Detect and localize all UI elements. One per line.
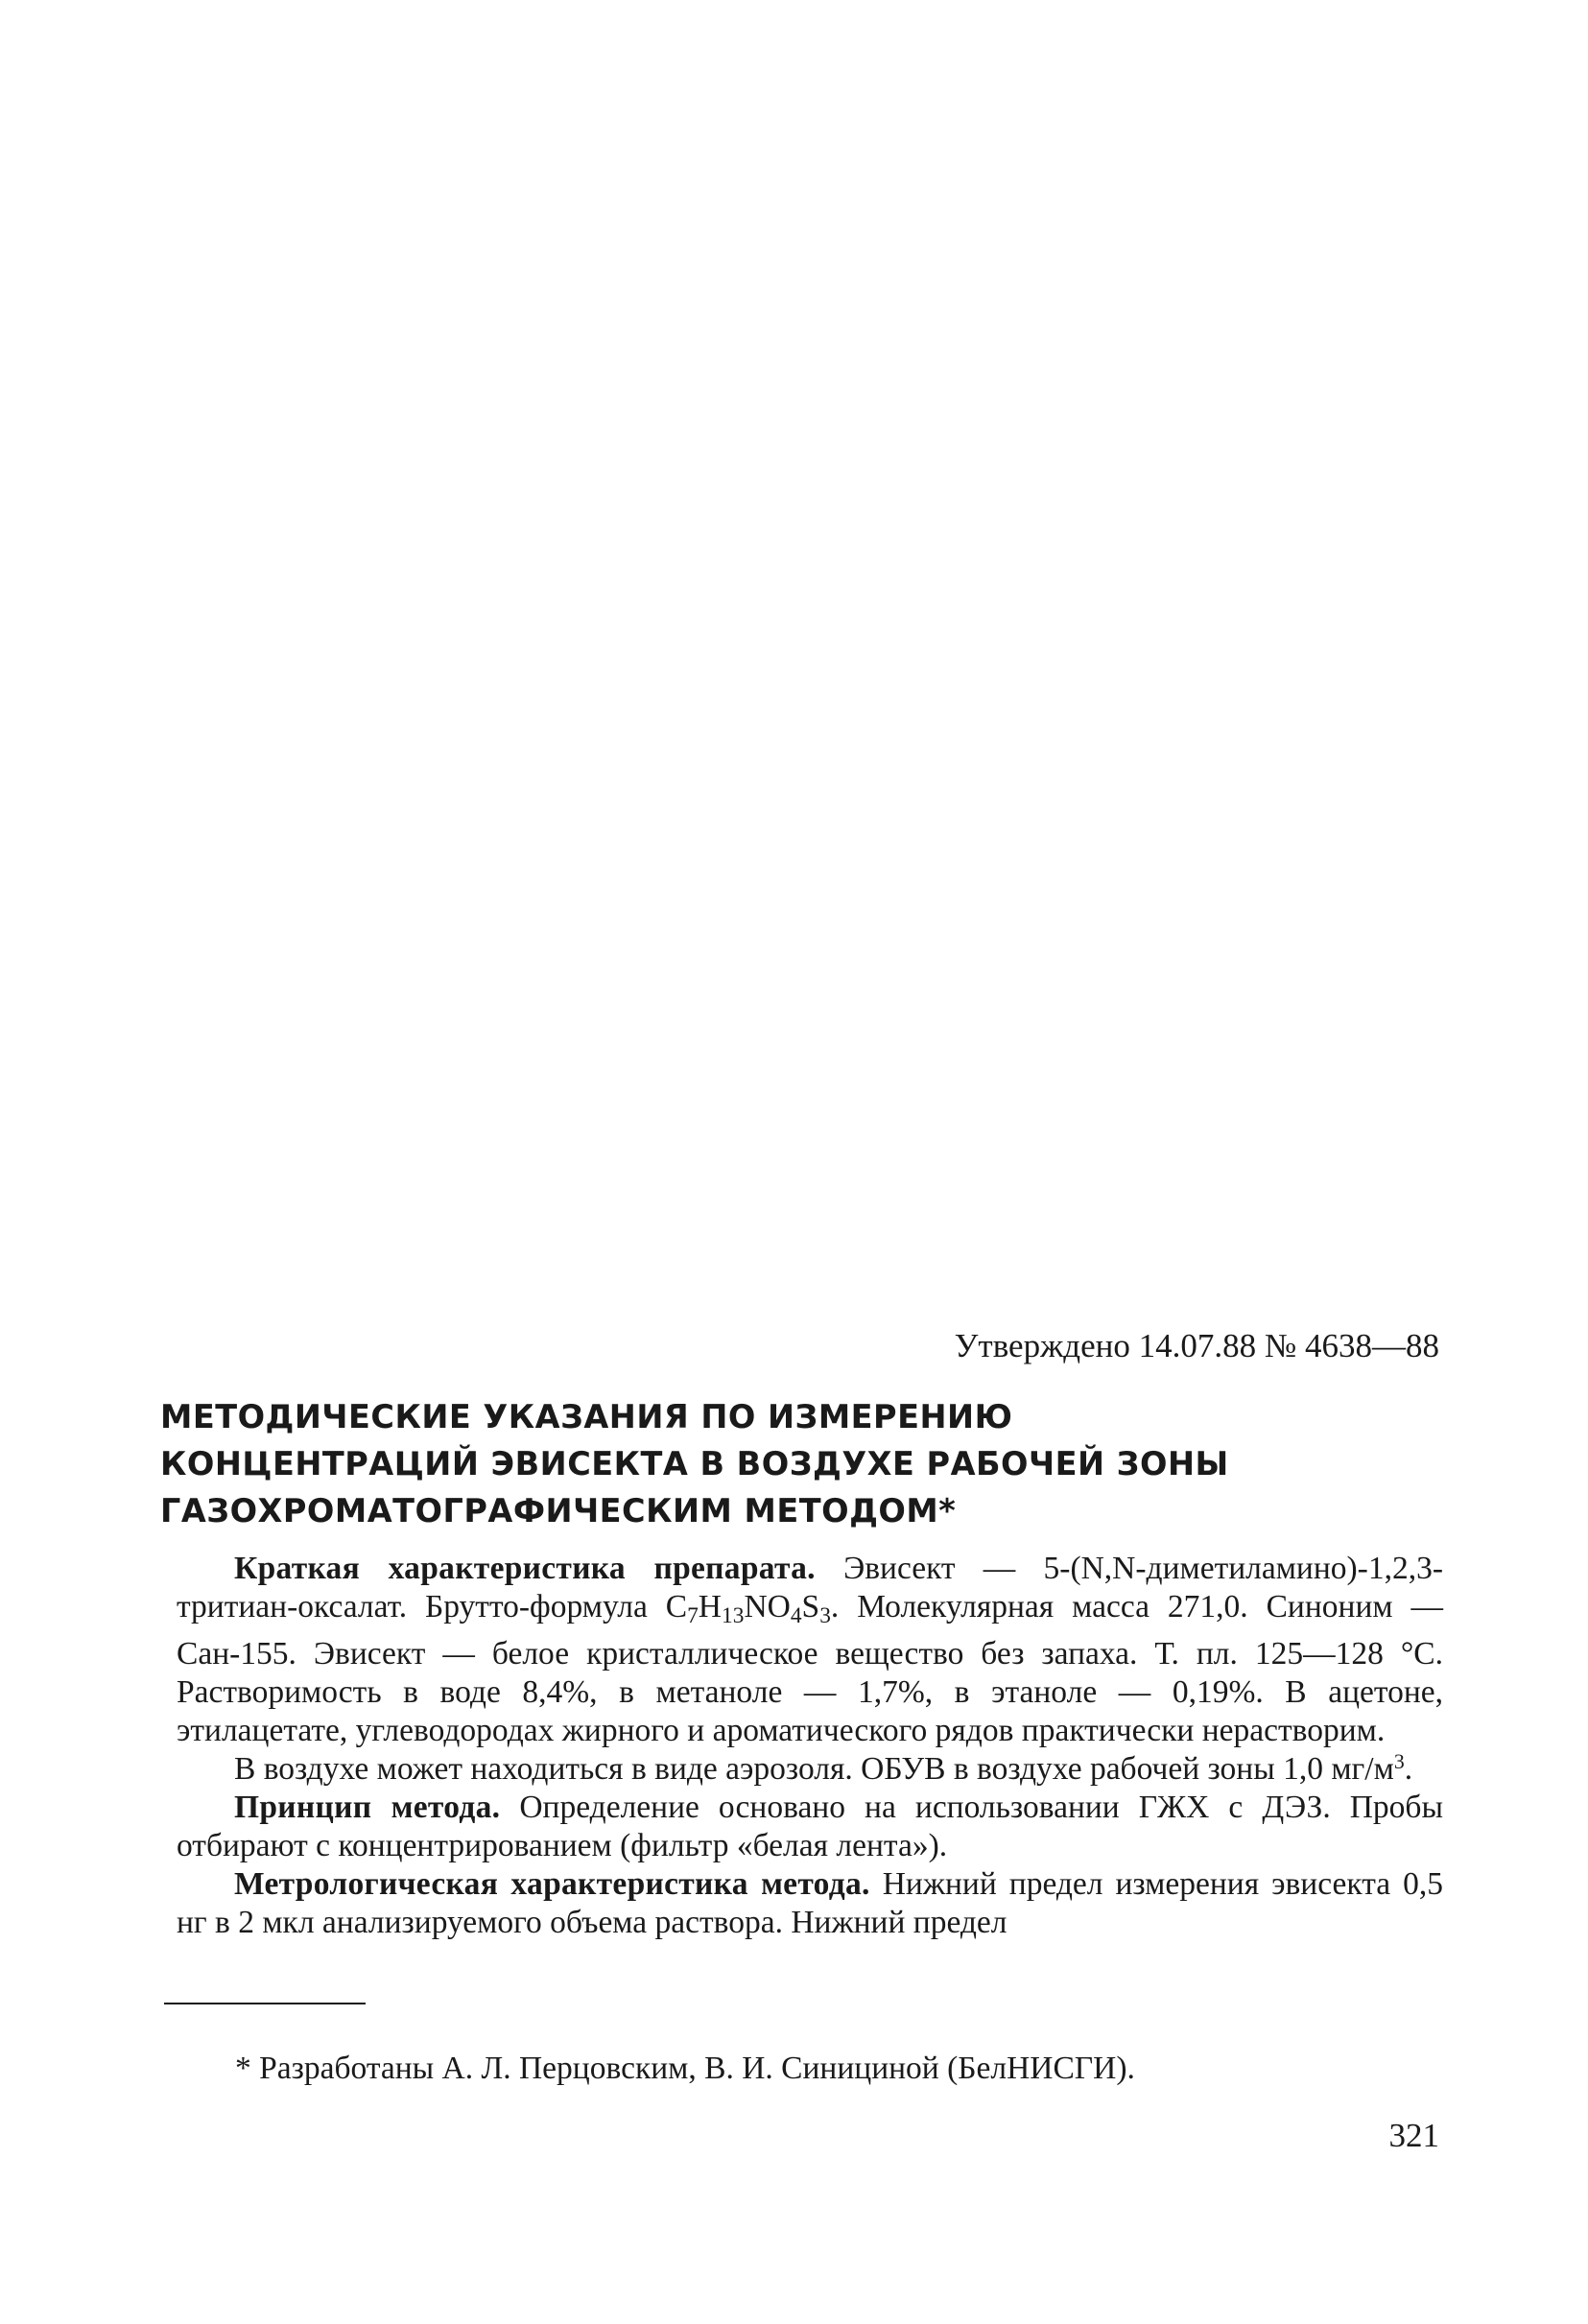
title-line-3: ГАЗОХРОМАТОГРАФИЧЕСКИМ МЕТОДОМ* [160,1492,957,1530]
body-text [177,1550,1443,1942]
paragraph-text: . [1404,1750,1413,1787]
paragraph-characteristics [177,1550,1443,1750]
paragraph-metrology [177,1865,1443,1942]
paragraph-text: Нижний предел измерения эвисекта 0,5 нг в 2 мкл анализируемого объема раствора. Нижний предел [177,1865,1443,1940]
paragraph-text: . Молекулярная масса 271,0. Синоним — Сан-155. Эвисект — белое кристаллическое вещество без запаха. Т. пл. 125—128 °С. Растворимость в воде 8,4%, в метаноле — 1,7%, в этаноле — 0,19%. В ацетоне, этилацетате, углеводородах жирного и ароматического рядов практически нерастворим. [177,1589,1443,1748]
paragraph-text: H [698,1589,722,1624]
paragraph-text: S [801,1589,820,1624]
formula-subscript: 3 [819,1602,831,1628]
paragraph-text: Эвисект — 5-(N,N-диметиламино)-1,2,3-тритиан-оксалат. Брутто-формула C [177,1551,1443,1624]
formula-subscript: 4 [790,1602,802,1628]
title-line-2: КОНЦЕНТРАЦИЙ ЭВИСЕКТА В ВОЗДУХЕ РАБОЧЕЙ ЗОНЫ [160,1445,1229,1482]
paragraph-text: В воздухе может находиться в виде аэрозоля. ОБУВ в воздухе рабочей зоны 1,0 мг/м [234,1750,1394,1787]
formula-subscript: 7 [687,1602,699,1628]
title-line-1: МЕТОДИЧЕСКИЕ УКАЗАНИЯ ПО ИЗМЕРЕНИЮ [160,1398,1013,1435]
paragraph-text: Определение основано на использовании ГЖХ с ДЭЗ. Пробы отбирают с концентрированием (фильтр «белая лента»). [177,1789,1443,1863]
footnote: * Разработаны А. Л. Перцовским, В. И. Синициной (БелНИСГИ). [235,2051,1135,2086]
approval-line: Утверждено 14.07.88 № 4638—88 [954,1327,1439,1364]
paragraph-lead: Краткая характеристика препарата. [234,1551,816,1586]
page-number: 321 [1388,2117,1439,2154]
paragraph-air [177,1750,1443,1789]
paragraph-lead: Принцип метода. [234,1789,501,1825]
unit-superscript: 3 [1393,1749,1405,1773]
paragraph-method-principle [177,1789,1443,1865]
document-title [160,1393,1446,1534]
footnote-divider [164,2003,366,2004]
formula-subscript: 13 [722,1602,745,1628]
paragraph-lead: Метрологическая характеристика метода. [234,1865,870,1902]
paragraph-text: NO [744,1589,791,1624]
